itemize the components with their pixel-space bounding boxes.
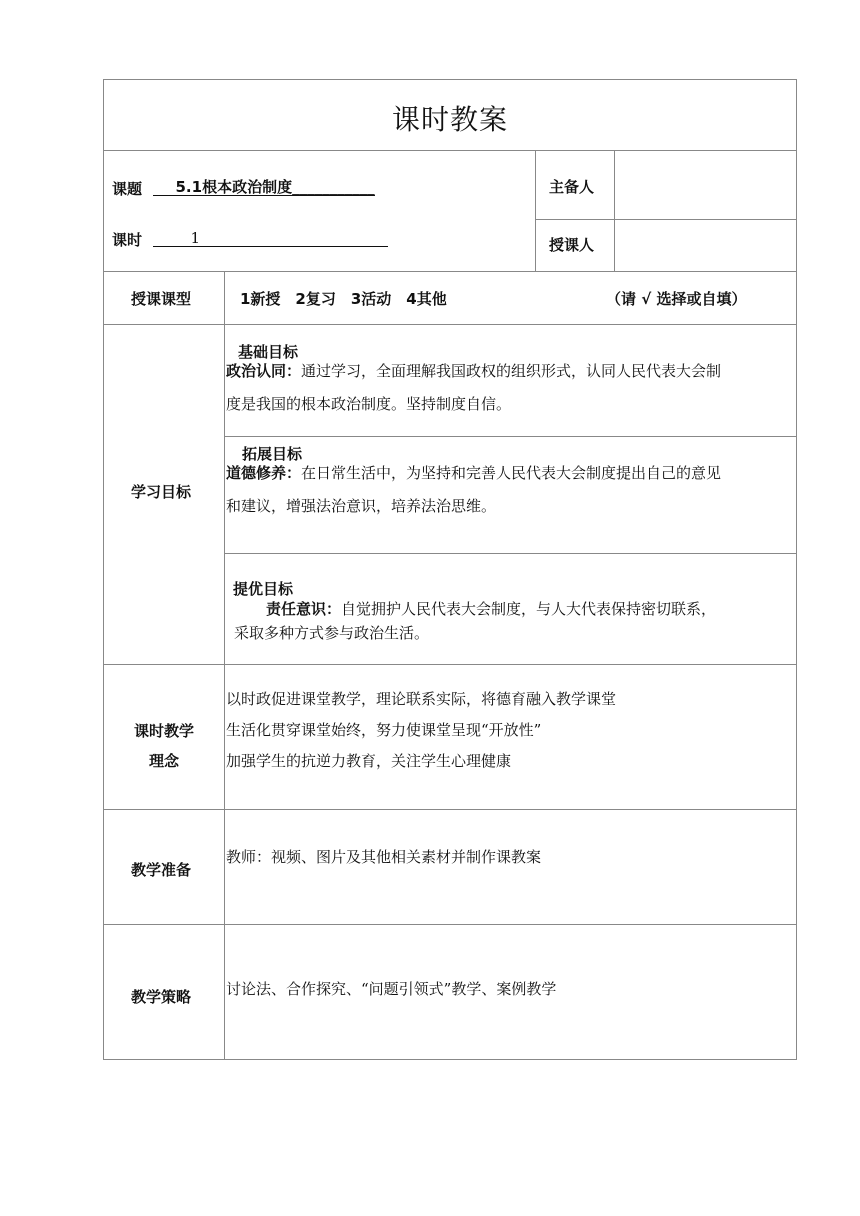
philosophy-line: 生活化贯穿课堂始终，努力使课堂呈现“开放性” [226, 721, 542, 739]
topic-value: 5.1根本政治制度___________ [175, 178, 375, 196]
advanced-objective-line [234, 597, 794, 621]
philosophy-text [226, 684, 616, 777]
page-title: 课时教案 [391, 103, 508, 136]
lesson-type-note: （请 √ 选择或自填） [606, 290, 747, 308]
column-divider [224, 271, 225, 1059]
basic-objective-term: 政治认同： [226, 362, 302, 380]
advanced-objective-text [234, 597, 794, 645]
basic-objective-text [226, 355, 797, 421]
preparer-label: 主备人 [549, 178, 595, 196]
philosophy-line: 加强学生的抗逆力教育，关注学生心理健康 [226, 752, 512, 770]
period-label: 课时 [112, 231, 143, 249]
lesson-type-options: 1新授 2复习 3活动 4其他 [240, 290, 447, 308]
row-divider [104, 664, 796, 665]
lesson-type-label: 授课课型 [131, 290, 192, 308]
basic-objective-line1: 通过学习，全面理解我国政权的组织形式，认同人民代表大会制 [301, 362, 722, 380]
philosophy-line: 以时政促进课堂教学，理论联系实际，将德育融入教学课堂 [226, 690, 617, 708]
strategy-label: 教学策略 [131, 988, 192, 1006]
extended-objective-heading: 拓展目标 [242, 445, 303, 463]
extended-objective-text [226, 457, 797, 523]
advanced-objective-term: 责任意识： [266, 600, 342, 618]
lesson-plan-table [103, 79, 797, 1060]
row-divider [224, 553, 796, 554]
extended-objective-line1: 在日常生活中，为坚持和完善人民代表大会制度提出自己的意见 [301, 464, 722, 482]
row-divider [104, 271, 796, 272]
advanced-objective-heading: 提优目标 [233, 580, 294, 598]
period-prefix-blank: _____ [153, 229, 191, 247]
period-value: 1_________________________ [190, 229, 388, 247]
period-field [153, 229, 388, 247]
row-divider [104, 809, 796, 810]
basic-objective-heading: 基础目标 [238, 343, 299, 361]
row-divider [224, 436, 796, 437]
basic-objective-line2: 度是我国的根本政治制度。坚持制度自信。 [226, 395, 512, 413]
philosophy-label [104, 716, 224, 776]
preparation-text: 教师：视频、图片及其他相关素材并制作课教案 [226, 848, 542, 866]
topic-prefix [153, 178, 375, 196]
advanced-objective-line2: 采取多种方式参与政治生活。 [234, 624, 430, 642]
topic-prefix-blank: ___ [153, 178, 176, 196]
row-divider [104, 924, 796, 925]
column-divider [535, 150, 536, 271]
objectives-label: 学习目标 [131, 483, 192, 501]
advanced-objective-line1: 自觉拥护人民代表大会制度，与人大代表保持密切联系， [341, 600, 717, 618]
teacher-label: 授课人 [549, 236, 595, 254]
row-divider [104, 324, 796, 325]
philosophy-label-line2: 理念 [148, 752, 179, 770]
preparation-label: 教学准备 [131, 861, 192, 879]
topic-label: 课题 [112, 180, 143, 198]
extended-objective-line [226, 457, 797, 490]
row-divider [104, 150, 796, 151]
basic-objective-line [226, 355, 797, 388]
philosophy-label-line1: 课时教学 [133, 722, 194, 740]
extended-objective-line2: 和建议，增强法治意识，培养法治思维。 [226, 497, 497, 515]
extended-objective-term: 道德修养： [226, 464, 302, 482]
row-divider [535, 219, 796, 220]
column-divider [614, 150, 615, 271]
strategy-text: 讨论法、合作探究、“问题引领式”教学、案例教学 [226, 980, 557, 998]
